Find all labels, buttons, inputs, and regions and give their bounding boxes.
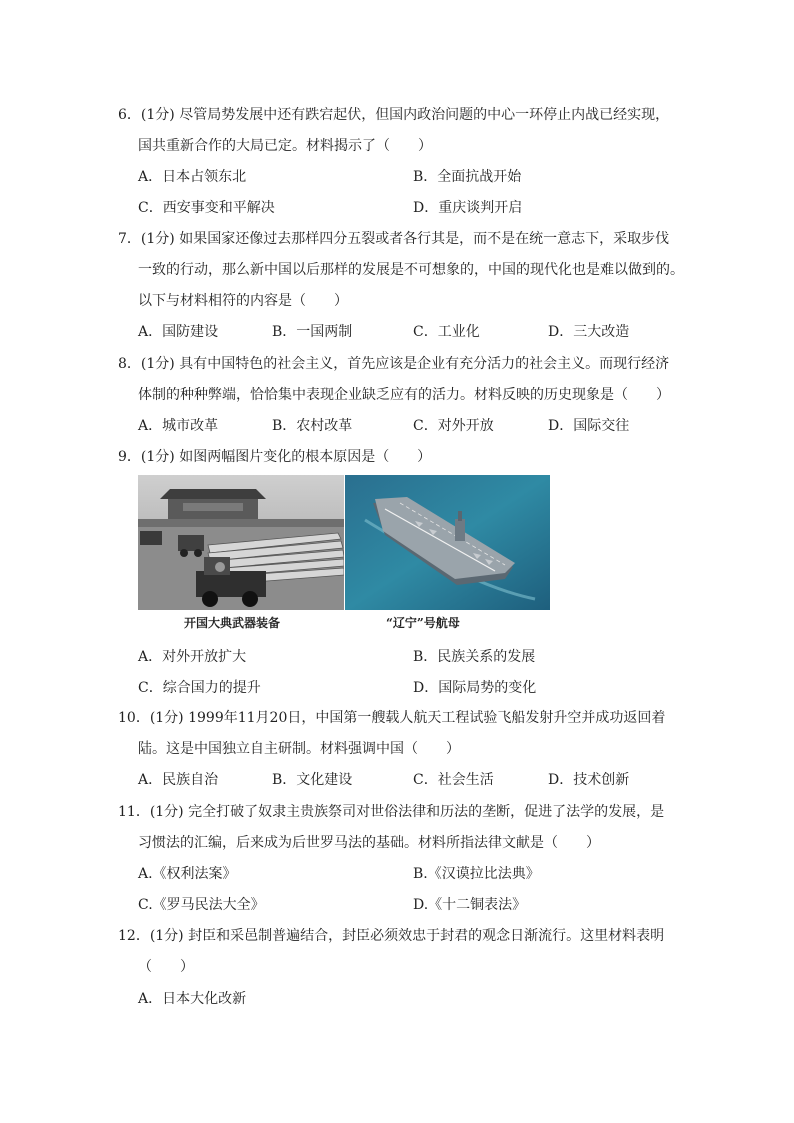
question-10-option-c[interactable]: C．社会生活 [413,772,494,788]
question-10-option-d[interactable]: D．技术创新 [548,772,630,788]
question-6-option-a[interactable]: A．日本占领东北 [138,169,247,185]
question-11-option-a[interactable]: A.《权利法案》 [138,866,237,882]
question-12-option-a[interactable]: A．日本大化改新 [138,991,247,1007]
question-8-line-1: 8．(1分) 具有中国特色的社会主义，首先应该是企业有充分活力的社会主义。而现行经济 [118,356,670,372]
question-7-line-1: 7．(1分) 如果国家还像过去那样四分五裂或者各行其是，而不是在统一意志下，采取步伐 [118,231,670,247]
question-9-option-c[interactable]: C．综合国力的提升 [138,680,261,696]
question-11-option-c[interactable]: C.《罗马民法大全》 [138,897,265,913]
question-10-line-2: 陆。这是中国独立自主研制。材料强调中国（ ） [138,741,460,757]
question-12-line-1: 12．(1分) 封臣和采邑制普遍结合，封臣必须效忠于封君的观念日渐流行。这里材料表明 [118,928,665,944]
question-8-option-c[interactable]: C．对外开放 [413,418,494,434]
question-7-line-2: 一致的行动，那么新中国以后那样的发展是不可想象的，中国的现代化也是难以做到的。 [138,262,684,278]
question-9-figure [138,475,550,635]
question-7-option-b[interactable]: B．一国两制 [272,324,353,340]
question-8-option-b[interactable]: B．农村改革 [272,418,353,434]
question-7-option-d[interactable]: D．三大改造 [548,324,630,340]
question-9-line-1: 9．(1分) 如图两幅图片变化的根本原因是（ ） [118,449,432,465]
question-8-line-2: 体制的种种弊端，恰恰集中表现企业缺乏应有的活力。材料反映的历史现象是（ ） [138,387,670,403]
question-10-option-a[interactable]: A．民族自治 [138,772,219,788]
parade-weapons-photo [138,475,344,610]
question-8-option-a[interactable]: A．城市改革 [138,418,219,434]
question-10-line-1: 10．(1分) 1999年11月20日，中国第一艘载人航天工程试验飞船发射升空并成功返回着 [118,710,666,726]
question-6-option-d[interactable]: D．重庆谈判开启 [413,200,523,216]
question-6-option-c[interactable]: C．西安事变和平解决 [138,200,275,216]
question-7-option-a[interactable]: A．国防建设 [138,324,219,340]
question-9-option-b[interactable]: B．民族关系的发展 [413,649,536,665]
question-6-option-b[interactable]: B．全面抗战开始 [413,169,522,185]
question-6-line-1: 6．(1分) 尽管局势发展中还有跌宕起伏，但国内政治问题的中心一环停止内战已经实现， [118,107,670,123]
question-11-line-1: 11．(1分) 完全打破了奴隶主贵族祭司对世俗法律和历法的垄断，促进了法学的发展，是 [118,804,665,820]
carrier-caption: “辽宁”号航母 [386,616,460,630]
carrier-photo [345,475,550,610]
question-7-option-c[interactable]: C．工业化 [413,324,480,340]
question-10-option-b[interactable]: B．文化建设 [272,772,353,788]
question-8-option-d[interactable]: D．国际交往 [548,418,630,434]
question-11-option-b[interactable]: B.《汉谟拉比法典》 [413,866,540,882]
question-12-line-2: （ ） [138,959,194,975]
parade-weapons-caption: 开国大典武器装备 [184,616,281,630]
question-9-option-d[interactable]: D．国际局势的变化 [413,680,537,696]
question-11-line-2: 习惯法的汇编，后来成为后世罗马法的基础。材料所指法律文献是（ ） [138,835,600,851]
question-11-option-d[interactable]: D.《十二铜表法》 [413,897,527,913]
question-9-option-a[interactable]: A．对外开放扩大 [138,649,247,665]
question-6-line-2: 国共重新合作的大局已定。材料揭示了（ ） [138,138,432,154]
question-7-line-3: 以下与材料相符的内容是（ ） [138,293,348,309]
